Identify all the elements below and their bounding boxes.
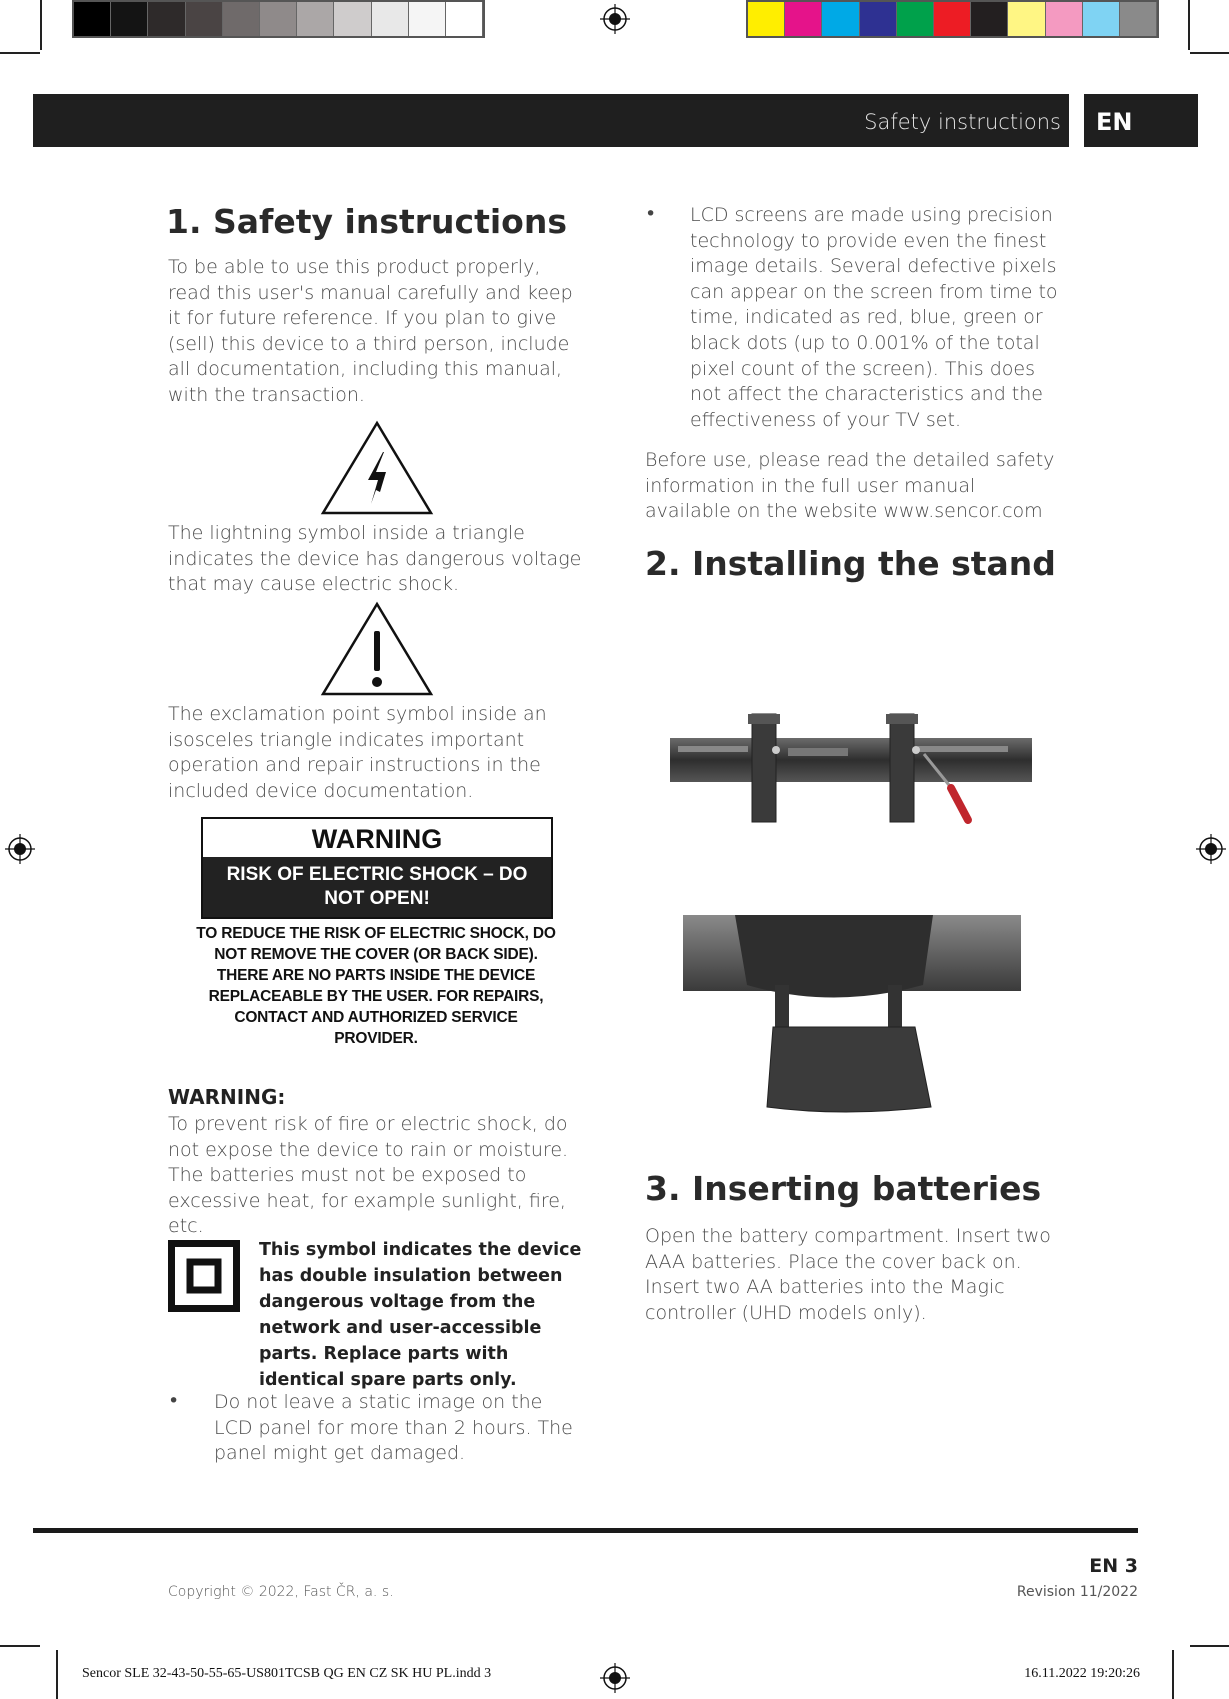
bullet-marker: •: [645, 203, 657, 225]
warning-box: [201, 817, 553, 919]
heading-safety-instructions: 1. Safety instructions: [166, 202, 567, 241]
warning-paragraph: To prevent risk of fire or electric shock, do not expose the device to rain or moisture. The batteries must not be exposed to excessive heat, for example sunlight, fire, etc.: [168, 1113, 569, 1238]
batteries-paragraph-1: Open the battery compartment. Insert two AAA batteries. Place the cover back on.: [645, 1225, 1051, 1273]
double-insulation-text: This symbol indicates the device has double insulation between dangerous voltage from the network and user-accessible parts. Replace parts with identical spare parts only.: [259, 1240, 582, 1390]
color-swatch: [822, 2, 859, 36]
warning-box-title: WARNING: [203, 819, 551, 857]
color-swatch: [897, 2, 934, 36]
print-slug-timestamp: 16.11.2022 19:20:26: [1024, 1666, 1140, 1681]
stand-base-illustration: [683, 915, 1021, 1115]
color-swatch: [223, 2, 260, 36]
batteries-paragraph-2: Insert two AA batteries into the Magic controller (UHD models only).: [645, 1276, 1005, 1324]
registration-mark-icon: [1196, 834, 1226, 864]
warning-box-body: TO REDUCE THE RISK OF ELECTRIC SHOCK, DO NOT REMOVE THE COVER (OR BACK SIDE). THERE ARE NO PARTS INSIDE THE DEVICE REPLACEABLE BY THE USER. FOR REPAIRS, CONTACT AND AUTHORIZED SERVICE PROVIDER.: [196, 925, 556, 1047]
color-swatch: [334, 2, 371, 36]
color-swatch: [860, 2, 897, 36]
color-swatch: [111, 2, 148, 36]
lightning-description: The lightning symbol inside a triangle indicates the device has dangerous voltage that may cause electric shock.: [168, 522, 582, 596]
crop-mark: [40, 0, 42, 50]
crop-mark: [0, 52, 40, 54]
color-swatch: [186, 2, 223, 36]
registration-mark-icon: [600, 4, 630, 34]
language-badge: EN: [1084, 94, 1198, 147]
lcd-pixels-bullet: LCD screens are made using precision technology to provide even the finest image details. Several defective pixels can appear on the screen from time to time, indicated as red, blue, green or black dots (up to 0.001% of the total pixel count of the screen). This does not affect the characteristics and the effectiveness of your TV set.: [690, 204, 1058, 431]
header-bar: [33, 94, 1069, 147]
gray-color-bar: [72, 0, 485, 38]
color-swatch: [1120, 2, 1157, 36]
color-swatch: [372, 2, 409, 36]
static-image-bullet: Do not leave a static image on the LCD panel for more than 2 hours. The panel might get damaged.: [214, 1391, 573, 1465]
color-swatch: [446, 2, 483, 36]
stand-screw-illustration: [668, 710, 1034, 830]
color-swatch: [1083, 2, 1120, 36]
copyright: Copyright © 2022, Fast ČR, a. s.: [168, 1584, 394, 1600]
double-insulation-icon: [168, 1240, 240, 1312]
process-color-bar: [746, 0, 1159, 38]
crop-mark: [1190, 52, 1229, 54]
revision: Revision 11/2022: [1016, 1584, 1138, 1600]
color-swatch: [74, 2, 111, 36]
crop-mark: [56, 1650, 58, 1699]
print-slug-filename: Sencor SLE 32-43-50-55-65-US801TCSB QG EN CZ SK HU PL.indd 3: [82, 1666, 492, 1681]
color-swatch: [1046, 2, 1083, 36]
intro-paragraph: To be able to use this product properly, read this user's manual carefully and keep it for future reference. If you plan to give (sell) this device to a third person, include all documentation, including this manual, with the transaction.: [168, 256, 573, 406]
exclamation-description: The exclamation point symbol inside an isosceles triangle indicates important operation and repair instructions in the included device documentation.: [168, 703, 547, 802]
registration-mark-icon: [600, 1663, 630, 1693]
header-title: Safety instructions: [864, 110, 1061, 134]
crop-mark: [1190, 1645, 1229, 1647]
color-swatch: [1008, 2, 1045, 36]
color-swatch: [748, 2, 785, 36]
color-swatch: [934, 2, 971, 36]
color-swatch: [297, 2, 334, 36]
crop-mark: [1188, 0, 1190, 50]
before-use-paragraph: Before use, please read the detailed safety information in the full user manual available on the website www.sencor.com: [645, 449, 1055, 523]
color-swatch: [409, 2, 446, 36]
warning-label: WARNING:: [168, 1085, 286, 1109]
warning-box-subtitle: RISK OF ELECTRIC SHOCK – DO NOT OPEN!: [203, 857, 551, 917]
page-number: EN 3: [1089, 1555, 1138, 1577]
color-swatch: [785, 2, 822, 36]
registration-mark-icon: [5, 834, 35, 864]
color-swatch: [260, 2, 297, 36]
heading-inserting-batteries: 3. Inserting batteries: [645, 1169, 1042, 1208]
lightning-warning-icon: [320, 420, 434, 516]
crop-mark: [0, 1645, 40, 1647]
bullet-marker: •: [168, 1390, 180, 1412]
color-swatch: [148, 2, 185, 36]
exclamation-warning-icon: [320, 601, 434, 697]
heading-installing-stand: 2. Installing the stand: [645, 544, 1056, 583]
crop-mark: [1172, 1650, 1174, 1699]
color-swatch: [971, 2, 1008, 36]
footer-rule: [33, 1528, 1138, 1533]
